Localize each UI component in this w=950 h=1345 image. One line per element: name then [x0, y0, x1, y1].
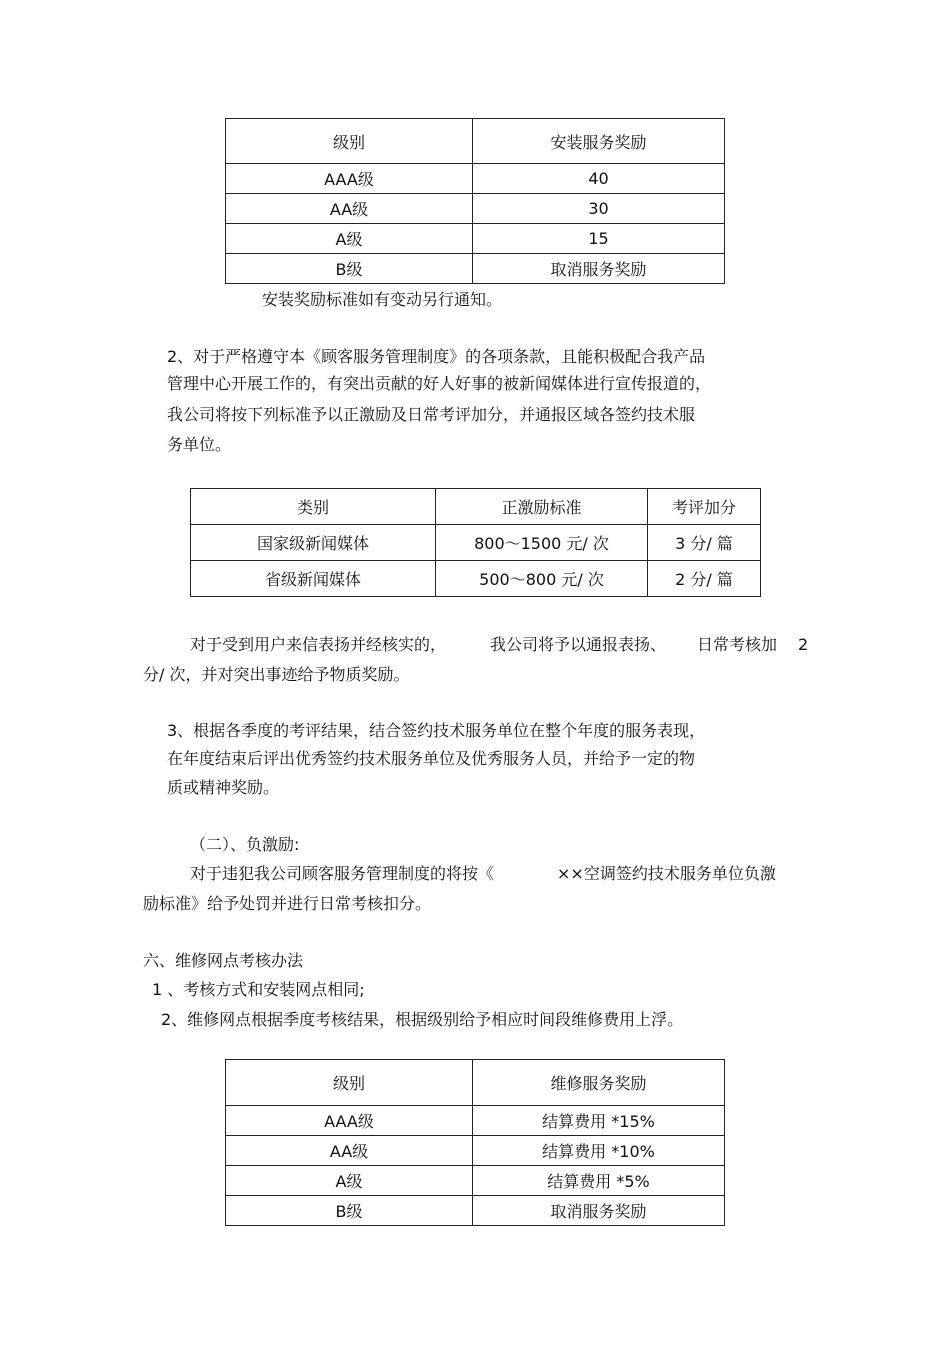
- header-install-reward: 安装服务奖励: [473, 119, 725, 164]
- table-row: [226, 1106, 725, 1136]
- cell-reward: 40: [473, 164, 725, 194]
- cell-level: AA级: [226, 1136, 473, 1166]
- para2-line: 管理中心开展工作的，有突出贡献的好人好事的被新闻媒体进行宣传报道的，: [167, 374, 712, 393]
- section6-heading: 六、维修网点考核办法: [143, 951, 304, 970]
- negative-text-a: 对于违犯我公司顾客服务管理制度的将按《: [190, 864, 495, 883]
- praise-text-c: 日常考核加: [697, 635, 778, 654]
- negative-text-b: ××空调签约技术服务单位负激: [557, 864, 776, 883]
- cell-reward: 结算费用 *10%: [473, 1136, 725, 1166]
- cell-level: B级: [226, 1196, 473, 1226]
- praise-text-b: 我公司将予以通报表扬、: [490, 635, 667, 654]
- para2-line: 2、对于严格遵守本《顾客服务管理制度》的各项条款，且能积极配合我产品: [167, 347, 706, 366]
- table-row: [226, 254, 725, 284]
- install-note: 安装奖励标准如有变动另行通知。: [262, 290, 503, 309]
- cell-incentive: 500～800 元/ 次: [436, 561, 648, 597]
- para2-line: 我公司将按下列标准予以正激励及日常考评加分，并通报区域各签约技术服: [167, 405, 696, 424]
- table-header-row: [226, 119, 725, 164]
- cell-reward: 15: [473, 224, 725, 254]
- cell-level: A级: [226, 1166, 473, 1196]
- table-header-row: [191, 489, 761, 525]
- table-row: [226, 1196, 725, 1226]
- para3-line: 在年度结束后评出优秀签约技术服务单位及优秀服务人员，并给予一定的物: [167, 749, 696, 768]
- cell-category: 省级新闻媒体: [191, 561, 436, 597]
- section6-item2: 2、维修网点根据季度考核结果，根据级别给予相应时间段维修费用上浮。: [161, 1010, 684, 1029]
- cell-incentive: 800～1500 元/ 次: [436, 525, 648, 561]
- header-category: 类别: [191, 489, 436, 525]
- para3-line: 3、根据各季度的考评结果，结合签约技术服务单位在整个年度的服务表现，: [167, 721, 706, 740]
- table-row: [226, 224, 725, 254]
- media-reward-table: [190, 488, 761, 597]
- header-score: 考评加分: [648, 489, 761, 525]
- praise-text-a: 对于受到用户来信表扬并经核实的，: [190, 635, 447, 654]
- cell-reward: 30: [473, 194, 725, 224]
- praise-text-d: 2: [798, 635, 809, 654]
- cell-level: AAA级: [226, 164, 473, 194]
- cell-score: 3 分/ 篇: [648, 525, 761, 561]
- cell-reward: 取消服务奖励: [473, 254, 725, 284]
- table-row: [191, 525, 761, 561]
- cell-level: B级: [226, 254, 473, 284]
- cell-level: AA级: [226, 194, 473, 224]
- negative-text-line2: 励标准》给予处罚并进行日常考核扣分。: [143, 894, 432, 913]
- header-level: 级别: [226, 1060, 473, 1106]
- table-row: [226, 194, 725, 224]
- para2-line: 务单位。: [167, 435, 232, 454]
- table-row: [191, 561, 761, 597]
- cell-category: 国家级新闻媒体: [191, 525, 436, 561]
- cell-reward: 结算费用 *15%: [473, 1106, 725, 1136]
- cell-reward: 取消服务奖励: [473, 1196, 725, 1226]
- install-reward-table: [225, 118, 725, 284]
- negative-heading: （二）、负激励:: [190, 835, 300, 854]
- repair-reward-table: [225, 1059, 725, 1226]
- header-incentive: 正激励标准: [436, 489, 648, 525]
- cell-reward: 结算费用 *5%: [473, 1166, 725, 1196]
- header-repair-reward: 维修服务奖励: [473, 1060, 725, 1106]
- table-row: [226, 1166, 725, 1196]
- header-level: 级别: [226, 119, 473, 164]
- table-header-row: [226, 1060, 725, 1106]
- section6-item1: 1 、考核方式和安装网点相同;: [152, 980, 365, 999]
- cell-score: 2 分/ 篇: [648, 561, 761, 597]
- praise-text-line2: 分/ 次，并对突出事迹给予物质奖励。: [143, 665, 410, 684]
- para3-line: 质或精神奖励。: [167, 778, 280, 797]
- cell-level: AAA级: [226, 1106, 473, 1136]
- cell-level: A级: [226, 224, 473, 254]
- table-row: [226, 1136, 725, 1166]
- table-row: [226, 164, 725, 194]
